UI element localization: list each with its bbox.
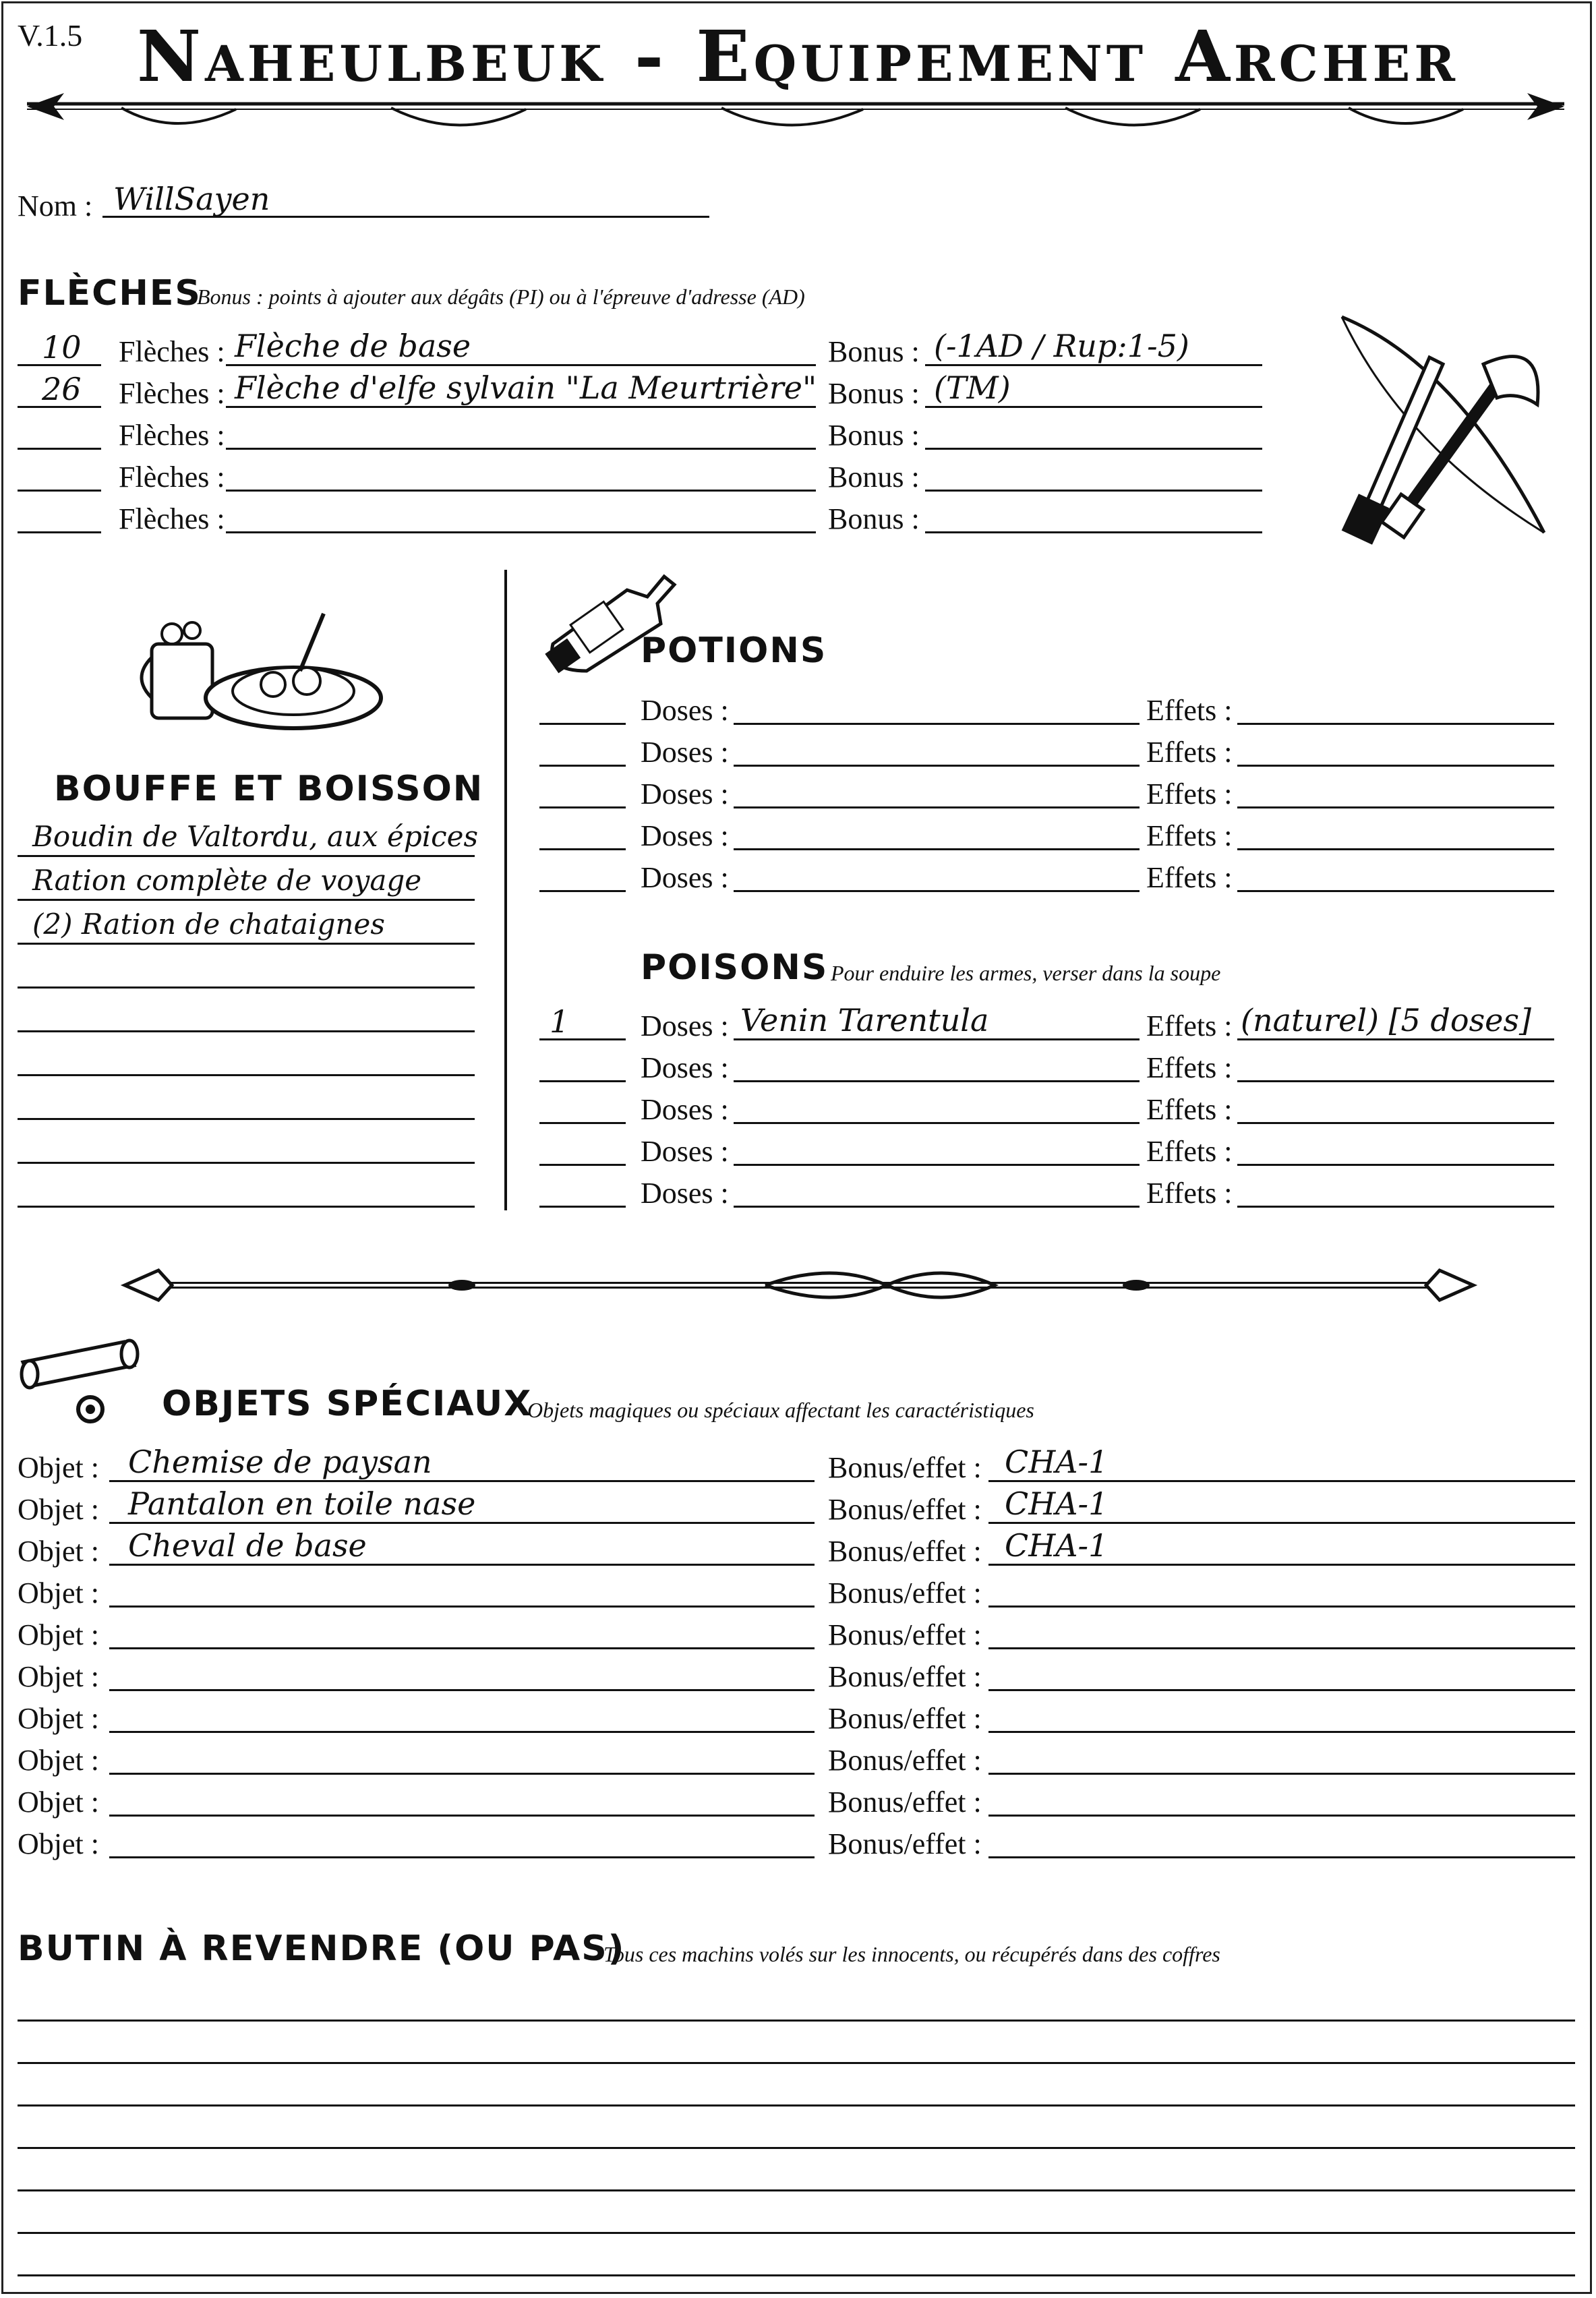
object-label: Objet :: [18, 1827, 99, 1860]
loot-line[interactable]: [18, 2062, 1575, 2064]
poison-name-line: [734, 1038, 1140, 1040]
object-bonus-line: [988, 1480, 1575, 1482]
poison-name-line: [734, 1122, 1140, 1124]
object-line: [109, 1689, 815, 1691]
name-label: Nom :: [18, 189, 93, 223]
version-label: V.1.5: [18, 18, 83, 53]
food-line: [18, 855, 475, 857]
arrow-label: Flèches :: [119, 335, 225, 368]
object-line: [109, 1647, 815, 1649]
arrow-bonus-line: [925, 490, 1262, 492]
object-bonus-label: Bonus/effet :: [828, 1702, 982, 1735]
arrow-label: Flèches :: [119, 502, 225, 535]
potion-effect-line: [1237, 765, 1554, 767]
sheet-title: Naheulbeuk - Equipement Archer: [137, 15, 1459, 98]
food-line: [18, 986, 475, 989]
object-bonus-line: [988, 1856, 1575, 1858]
food-line: [18, 1074, 475, 1076]
arrow-qty[interactable]: 26: [42, 371, 82, 407]
object-line: [109, 1815, 815, 1817]
crossed-weapons-icon: [1322, 310, 1564, 553]
poison-effect-line: [1237, 1038, 1554, 1040]
object-name[interactable]: Cheval de base: [128, 1527, 367, 1564]
special-title: OBJETS SPÉCIAUX: [162, 1384, 533, 1424]
object-bonus[interactable]: CHA-1: [1005, 1485, 1109, 1522]
object-label: Objet :: [18, 1535, 99, 1568]
potion-doses-label: Doses :: [641, 861, 729, 894]
potion-qty-line: [539, 723, 626, 725]
food-line: [18, 1206, 475, 1208]
potions-title: POTIONS: [641, 630, 827, 671]
special-subtitle: Objets magiques ou spéciaux affectant les caractéristiques: [527, 1398, 1034, 1422]
poison-effects-label: Effets :: [1146, 1135, 1233, 1168]
poison-qty-line: [539, 1080, 626, 1082]
arrow-label: Flèches :: [119, 461, 225, 494]
potion-effect-line: [1237, 723, 1554, 725]
poison-doses-label: Doses :: [641, 1177, 729, 1210]
arrow-bonus-label: Bonus :: [828, 461, 920, 494]
potion-name-line: [734, 890, 1140, 892]
arrow-bonus[interactable]: (TM): [934, 370, 1011, 406]
poison-effect-line: [1237, 1080, 1554, 1082]
arrow-divider-icon: [13, 88, 1578, 142]
object-bonus-label: Bonus/effet :: [828, 1744, 982, 1777]
potion-name-line: [734, 848, 1140, 850]
name-line: [102, 216, 709, 218]
object-bonus-label: Bonus/effet :: [828, 1827, 982, 1860]
food-item[interactable]: Ration complète de voyage: [32, 864, 422, 897]
object-bonus-line: [988, 1731, 1575, 1733]
object-line: [109, 1480, 815, 1482]
arrow-name-line: [226, 448, 816, 450]
arrow-bonus-line: [925, 406, 1262, 408]
poison-name-line: [734, 1164, 1140, 1166]
arrow-bonus-label: Bonus :: [828, 335, 920, 368]
potion-qty-line: [539, 848, 626, 850]
column-divider: [504, 570, 507, 1210]
object-bonus-line: [988, 1647, 1575, 1649]
loot-subtitle: Tous ces machins volés sur les innocents, ou récupérés dans des coffres: [603, 1942, 1220, 1966]
object-bonus-label: Bonus/effet :: [828, 1451, 982, 1484]
object-bonus[interactable]: CHA-1: [1005, 1444, 1109, 1480]
potion-effects-label: Effets :: [1146, 694, 1233, 727]
food-line: [18, 1162, 475, 1164]
poisons-title: POISONS: [641, 947, 829, 988]
potion-effects-label: Effets :: [1146, 777, 1233, 811]
food-line: [18, 943, 475, 945]
object-line: [109, 1731, 815, 1733]
arrow-bonus-line: [925, 364, 1262, 366]
poison-doses-label: Doses :: [641, 1135, 729, 1168]
potion-doses-label: Doses :: [641, 819, 729, 852]
food-item[interactable]: (2) Ration de chataignes: [32, 908, 385, 941]
loot-line[interactable]: [18, 2232, 1575, 2234]
potion-effect-line: [1237, 806, 1554, 808]
object-line: [109, 1773, 815, 1775]
food-item[interactable]: Boudin de Valtordu, aux épices: [32, 820, 479, 853]
poison-effects-label: Effets :: [1146, 1051, 1233, 1084]
poison-effects-label: Effets :: [1146, 1009, 1233, 1042]
arrow-bonus-line: [925, 531, 1262, 533]
staff-divider-icon: [125, 1261, 1473, 1308]
loot-line[interactable]: [18, 2147, 1575, 2149]
food-line: [18, 1030, 475, 1032]
food-plate-icon: [138, 603, 381, 738]
poison-qty[interactable]: 1: [550, 1003, 570, 1040]
poison-qty-line: [539, 1206, 626, 1208]
object-bonus[interactable]: CHA-1: [1005, 1527, 1109, 1564]
poison-effects-label: Effets :: [1146, 1177, 1233, 1210]
arrows-title: FLÈCHES: [18, 273, 202, 314]
name-value[interactable]: WillSayen: [113, 181, 270, 217]
arrow-name-line: [226, 490, 816, 492]
loot-line[interactable]: [18, 2020, 1575, 2022]
poison-effect-line: [1237, 1164, 1554, 1166]
object-label: Objet :: [18, 1493, 99, 1526]
object-line: [109, 1605, 815, 1608]
poison-effect-line: [1237, 1122, 1554, 1124]
poison-doses-label: Doses :: [641, 1009, 729, 1042]
poison-name-line: [734, 1080, 1140, 1082]
scroll-ring-icon: [16, 1335, 158, 1430]
arrow-label: Flèches :: [119, 419, 225, 452]
poison-qty-line: [539, 1164, 626, 1166]
object-bonus-label: Bonus/effet :: [828, 1535, 982, 1568]
potion-name-line: [734, 806, 1140, 808]
arrow-name-line: [226, 364, 816, 366]
object-bonus-line: [988, 1522, 1575, 1524]
poison-effects-label: Effets :: [1146, 1093, 1233, 1126]
potion-doses-label: Doses :: [641, 694, 729, 727]
potion-effects-label: Effets :: [1146, 736, 1233, 769]
object-line: [109, 1564, 815, 1566]
loot-title: BUTIN À REVENDRE (OU PAS): [18, 1928, 626, 1969]
arrow-qty[interactable]: 10: [42, 329, 82, 365]
object-label: Objet :: [18, 1451, 99, 1484]
arrow-qty-line: [18, 490, 101, 492]
arrow-qty-line: [18, 364, 101, 366]
poison-effect-line: [1237, 1206, 1554, 1208]
arrow-name-line: [226, 531, 816, 533]
arrow-bonus-label: Bonus :: [828, 419, 920, 452]
arrows-subtitle: Bonus : points à ajouter aux dégâts (PI) ou à l'épreuve d'adresse (AD): [197, 285, 805, 309]
object-bonus-line: [988, 1689, 1575, 1691]
arrow-name[interactable]: Flèche d'elfe sylvain "La Meurtrière": [235, 370, 817, 406]
arrow-bonus-line: [925, 448, 1262, 450]
food-line: [18, 899, 475, 901]
food-title: BOUFFE ET BOISSON: [54, 769, 484, 809]
object-bonus-label: Bonus/effet :: [828, 1493, 982, 1526]
potion-qty-line: [539, 765, 626, 767]
potion-effects-label: Effets :: [1146, 819, 1233, 852]
object-label: Objet :: [18, 1702, 99, 1735]
arrow-qty-line: [18, 406, 101, 408]
poisons-subtitle: Pour enduire les armes, verser dans la soupe: [831, 961, 1221, 985]
object-bonus-label: Bonus/effet :: [828, 1577, 982, 1610]
object-label: Objet :: [18, 1786, 99, 1819]
potion-effect-line: [1237, 848, 1554, 850]
arrow-name[interactable]: Flèche de base: [235, 328, 471, 364]
arrow-bonus-label: Bonus :: [828, 502, 920, 535]
object-bonus-line: [988, 1605, 1575, 1608]
poison-name[interactable]: Venin Tarentula: [740, 1002, 989, 1038]
potion-name-line: [734, 723, 1140, 725]
poison-qty-line: [539, 1122, 626, 1124]
poison-doses-label: Doses :: [641, 1051, 729, 1084]
poison-effect[interactable]: (naturel) [5 doses]: [1241, 1002, 1531, 1038]
arrow-name-line: [226, 406, 816, 408]
object-bonus-line: [988, 1773, 1575, 1775]
arrow-bonus-label: Bonus :: [828, 377, 920, 410]
object-label: Objet :: [18, 1660, 99, 1693]
potion-effect-line: [1237, 890, 1554, 892]
loot-line[interactable]: [18, 2104, 1575, 2106]
poison-name-line: [734, 1206, 1140, 1208]
loot-line[interactable]: [18, 2189, 1575, 2191]
object-label: Objet :: [18, 1744, 99, 1777]
arrow-bonus[interactable]: (-1AD / Rup:1-5): [934, 328, 1189, 364]
arrow-qty-line: [18, 531, 101, 533]
loot-line[interactable]: [18, 2274, 1575, 2276]
poison-qty-line: [539, 1038, 626, 1040]
object-bonus-label: Bonus/effet :: [828, 1660, 982, 1693]
potion-doses-label: Doses :: [641, 777, 729, 811]
poison-doses-label: Doses :: [641, 1093, 729, 1126]
potion-doses-label: Doses :: [641, 736, 729, 769]
object-name[interactable]: Pantalon en toile nase: [128, 1485, 476, 1522]
object-label: Objet :: [18, 1618, 99, 1651]
potion-qty-line: [539, 806, 626, 808]
arrow-qty-line: [18, 448, 101, 450]
object-name[interactable]: Chemise de paysan: [128, 1444, 432, 1480]
potion-effects-label: Effets :: [1146, 861, 1233, 894]
potion-qty-line: [539, 890, 626, 892]
object-label: Objet :: [18, 1577, 99, 1610]
object-bonus-label: Bonus/effet :: [828, 1786, 982, 1819]
arrow-label: Flèches :: [119, 377, 225, 410]
food-line: [18, 1118, 475, 1120]
object-line: [109, 1856, 815, 1858]
object-bonus-label: Bonus/effet :: [828, 1618, 982, 1651]
object-bonus-line: [988, 1815, 1575, 1817]
object-bonus-line: [988, 1564, 1575, 1566]
object-line: [109, 1522, 815, 1524]
potion-name-line: [734, 765, 1140, 767]
